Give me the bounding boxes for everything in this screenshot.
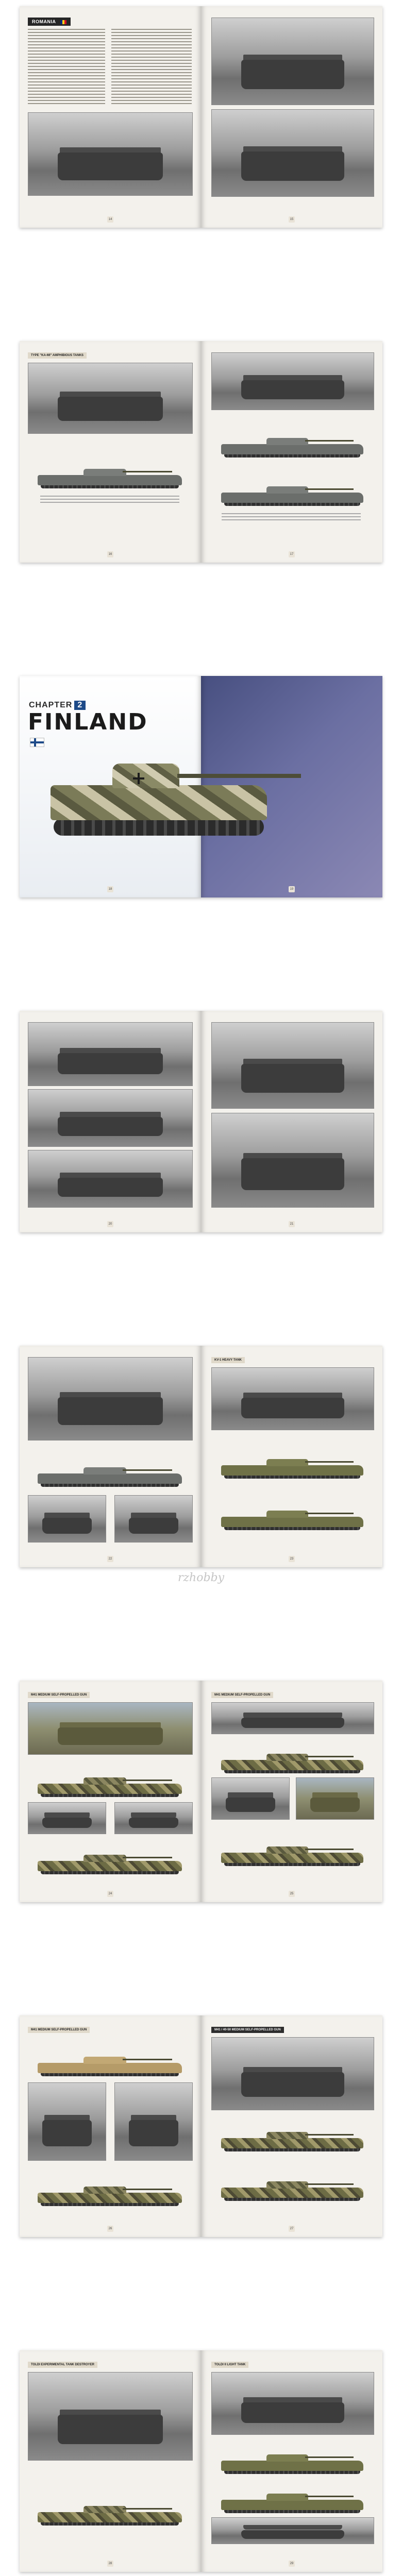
section-title: ROMANIA	[32, 19, 56, 24]
profile-plate	[28, 442, 192, 488]
section-tab	[28, 18, 71, 26]
folio: 20	[107, 1221, 113, 1227]
caption-head: TOLDI EXPERIMENTAL TANK DESTROYER	[28, 2362, 97, 2368]
photo	[28, 1495, 106, 1543]
profile-plate	[211, 466, 373, 506]
tank-illustration	[35, 738, 324, 836]
photo	[211, 1777, 290, 1820]
plate-caption	[222, 513, 361, 520]
page-left	[20, 6, 201, 228]
folio: 19	[289, 886, 295, 892]
caption-head: TYPE "KA-MI" AMPHIBIOUS TANKS	[28, 352, 87, 359]
profile-plate	[28, 2038, 192, 2076]
photo	[114, 1802, 193, 1834]
page-right	[201, 341, 382, 563]
profile-plate	[28, 2168, 192, 2206]
photo	[211, 1702, 374, 1734]
folio: 18	[107, 886, 113, 892]
caption-head: M41 MEDIUM SELF-PROPELLED GUN	[211, 1692, 273, 1698]
profile-plate	[211, 2479, 373, 2513]
photo	[28, 363, 193, 434]
page-left	[20, 1011, 201, 1232]
page-right	[201, 6, 382, 228]
page-right	[201, 1346, 382, 1567]
folio: 27	[289, 2226, 295, 2232]
photo	[211, 2372, 374, 2435]
chapter-label: CHAPTER 2	[29, 701, 86, 710]
page-right	[201, 1681, 382, 1902]
photo	[211, 109, 374, 197]
photo	[211, 1113, 374, 1208]
spread-5	[20, 1346, 382, 1567]
spread-3	[20, 676, 382, 897]
folio: 24	[107, 1891, 113, 1897]
photo	[28, 2372, 193, 2461]
profile-plate	[211, 417, 373, 457]
folio: 26	[107, 2226, 113, 2232]
profile-plate	[28, 1761, 192, 1797]
page-left	[20, 2350, 201, 2572]
photo	[28, 1802, 106, 1834]
photo	[28, 1022, 193, 1086]
watermark: rzhobby	[177, 1571, 225, 1584]
photo	[296, 1777, 374, 1820]
profile-plate	[211, 2165, 373, 2201]
folio: 25	[289, 1891, 295, 1897]
cross-insignia-icon	[133, 773, 144, 784]
photo	[28, 112, 193, 196]
photo	[211, 2517, 374, 2544]
caption-head: TOLDI II LIGHT TANK	[211, 2362, 248, 2368]
spread-2	[20, 341, 382, 563]
page-left	[20, 1681, 201, 1902]
photo	[28, 1150, 193, 1208]
profile-plate	[211, 1437, 373, 1479]
profile-plate	[28, 2474, 192, 2526]
spread-7	[20, 2015, 382, 2237]
page-right	[201, 2015, 382, 2237]
romania-flag-icon	[60, 20, 66, 24]
page-right	[201, 1011, 382, 1232]
folio: 15	[289, 216, 295, 223]
profile-plate	[211, 2440, 373, 2474]
profile-plate	[211, 1737, 373, 1773]
photo	[28, 1357, 193, 1440]
folio: 28	[107, 2561, 113, 2567]
folio: 21	[289, 1221, 295, 1227]
photo	[211, 1367, 374, 1430]
folio: 23	[289, 1556, 295, 1562]
chapter-title: FINLAND	[28, 709, 148, 735]
photo	[114, 1495, 193, 1543]
photo	[28, 2082, 106, 2161]
page-left	[20, 1346, 201, 1567]
folio: 14	[107, 216, 113, 223]
caption-head: M41 MEDIUM SELF-PROPELLED GUN	[28, 1692, 90, 1698]
spread-1	[20, 6, 382, 228]
body-text	[111, 29, 192, 106]
photo	[28, 1089, 193, 1147]
profile-plate	[211, 1489, 373, 1530]
folio: 17	[289, 551, 295, 557]
spread-4	[20, 1011, 382, 1232]
photo	[211, 352, 374, 410]
plate-caption	[40, 496, 179, 503]
profile-plate	[211, 2115, 373, 2151]
profile-plate	[28, 1838, 192, 1874]
profile-plate	[211, 1830, 373, 1866]
caption-head: KV-1 HEAVY TANK	[211, 1357, 245, 1363]
caption-head: M41 / 40-50 MEDIUM SELF-PROPELLED GUN	[211, 2027, 284, 2033]
caption-head: M41 MEDIUM SELF-PROPELLED GUN	[28, 2027, 90, 2033]
photo	[211, 2037, 374, 2110]
page-left	[20, 341, 201, 563]
photo	[114, 2082, 193, 2161]
photo	[28, 1702, 193, 1755]
folio: 16	[107, 551, 113, 557]
spread-6	[20, 1681, 382, 1902]
folio: 22	[107, 1556, 113, 1562]
photo	[211, 18, 374, 105]
photo	[211, 1022, 374, 1109]
spread-8	[20, 2350, 382, 2572]
page-right	[201, 2350, 382, 2572]
chapter-number: 2	[74, 701, 86, 710]
body-text	[28, 29, 105, 106]
folio: 29	[289, 2561, 295, 2567]
profile-plate	[28, 1446, 192, 1487]
page-left	[20, 2015, 201, 2237]
